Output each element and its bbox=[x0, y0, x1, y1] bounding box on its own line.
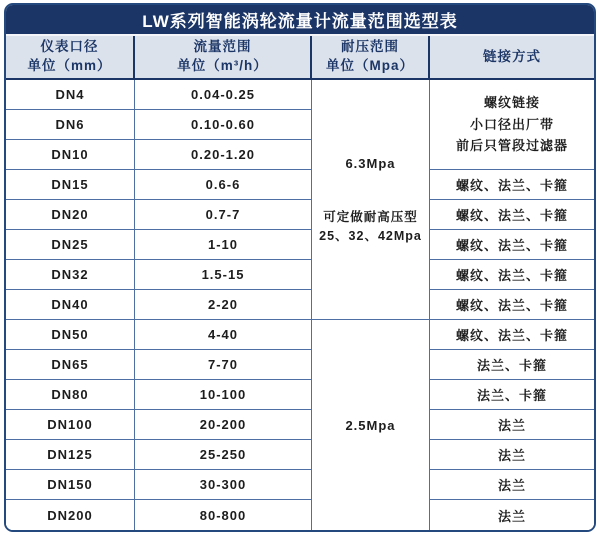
diameter-cell-dn80: DN80 bbox=[6, 380, 135, 410]
pressure-value: 2.5Mpa bbox=[345, 417, 396, 433]
diameter-cell-dn150: DN150 bbox=[6, 470, 135, 500]
diameter-cell-dn125: DN125 bbox=[6, 440, 135, 470]
connection-cell: 法兰、卡箍 bbox=[430, 350, 594, 380]
column-header-pressure-line1: 耐压范围 bbox=[341, 39, 399, 55]
table-header-row bbox=[6, 36, 594, 80]
flow-range-cell: 1-10 bbox=[135, 230, 312, 260]
connection-cell: 螺纹、法兰、卡箍 bbox=[430, 170, 594, 200]
connection-cell: 螺纹、法兰、卡箍 bbox=[430, 320, 594, 350]
diameter-cell-dn25: DN25 bbox=[6, 230, 135, 260]
column-header-diameter bbox=[6, 36, 135, 78]
pressure-note-line1: 可定做耐高压型 bbox=[323, 209, 418, 224]
flow-range-cell: 20-200 bbox=[135, 410, 312, 440]
connection-cell: 法兰 bbox=[430, 500, 594, 530]
pressure-cell-6-3mpa bbox=[312, 80, 430, 320]
flow-range-cell: 25-250 bbox=[135, 440, 312, 470]
flow-range-cell: 7-70 bbox=[135, 350, 312, 380]
diameter-cell-dn65: DN65 bbox=[6, 350, 135, 380]
diameter-cell-dn32: DN32 bbox=[6, 260, 135, 290]
column-header-diameter-line1: 仪表口径 bbox=[40, 39, 99, 55]
flowmeter-selection-table bbox=[4, 3, 596, 532]
column-header-diameter-line2: 单位（mm） bbox=[27, 58, 112, 73]
flow-range-cell: 30-300 bbox=[135, 470, 312, 500]
connection-cell: 法兰 bbox=[430, 440, 594, 470]
flow-range-cell: 0.10-0.60 bbox=[135, 110, 312, 140]
diameter-cell-dn20: DN20 bbox=[6, 200, 135, 230]
column-header-flow-line2: 单位（m³/h） bbox=[177, 58, 268, 73]
connection-cell: 法兰 bbox=[430, 470, 594, 500]
flow-range-cell: 80-800 bbox=[135, 500, 312, 530]
diameter-cell-dn15: DN15 bbox=[6, 170, 135, 200]
connection-cell: 法兰、卡箍 bbox=[430, 380, 594, 410]
diameter-cell-dn40: DN40 bbox=[6, 290, 135, 320]
flow-range-cell: 1.5-15 bbox=[135, 260, 312, 290]
column-header-pressure-line2: 单位（Mpa） bbox=[326, 58, 414, 73]
flow-range-cell: 10-100 bbox=[135, 380, 312, 410]
column-header-flow-range bbox=[135, 36, 312, 78]
column-header-pressure bbox=[312, 36, 430, 78]
diameter-cell-dn10: DN10 bbox=[6, 140, 135, 170]
pressure-note-line2: 25、32、42Mpa bbox=[319, 228, 422, 243]
connection-cell-threaded-small-bore bbox=[430, 80, 594, 170]
flow-range-cell: 4-40 bbox=[135, 320, 312, 350]
connection-text bbox=[456, 92, 568, 156]
connection-cell: 螺纹、法兰、卡箍 bbox=[430, 290, 594, 320]
flow-range-cell: 0.6-6 bbox=[135, 170, 312, 200]
diameter-cell-dn6: DN6 bbox=[6, 110, 135, 140]
connection-cell: 螺纹、法兰、卡箍 bbox=[430, 260, 594, 290]
column-header-connection bbox=[430, 36, 594, 78]
diameter-cell-dn200: DN200 bbox=[6, 500, 135, 530]
pressure-cell-2-5mpa bbox=[312, 320, 430, 530]
table-title: LW系列智能涡轮流量计流量范围选型表 bbox=[6, 5, 594, 36]
connection-cell: 螺纹、法兰、卡箍 bbox=[430, 200, 594, 230]
flow-range-cell: 2-20 bbox=[135, 290, 312, 320]
diameter-cell-dn4: DN4 bbox=[6, 80, 135, 110]
connection-line: 小口径出厂带 bbox=[469, 116, 554, 132]
connection-line: 螺纹链接 bbox=[483, 95, 540, 111]
flow-range-cell: 0.04-0.25 bbox=[135, 80, 312, 110]
diameter-cell-dn50: DN50 bbox=[6, 320, 135, 350]
diameter-cell-dn100: DN100 bbox=[6, 410, 135, 440]
connection-cell: 法兰 bbox=[430, 410, 594, 440]
table-body bbox=[6, 80, 594, 530]
flow-range-cell: 0.20-1.20 bbox=[135, 140, 312, 170]
pressure-note bbox=[319, 208, 422, 246]
pressure-value: 6.3Mpa bbox=[345, 155, 396, 171]
flow-range-cell: 0.7-7 bbox=[135, 200, 312, 230]
connection-cell: 螺纹、法兰、卡箍 bbox=[430, 230, 594, 260]
column-header-connection-line1: 链接方式 bbox=[483, 48, 541, 64]
column-header-flow-line1: 流量范围 bbox=[193, 39, 252, 55]
connection-line: 前后只管段过滤器 bbox=[455, 138, 568, 154]
